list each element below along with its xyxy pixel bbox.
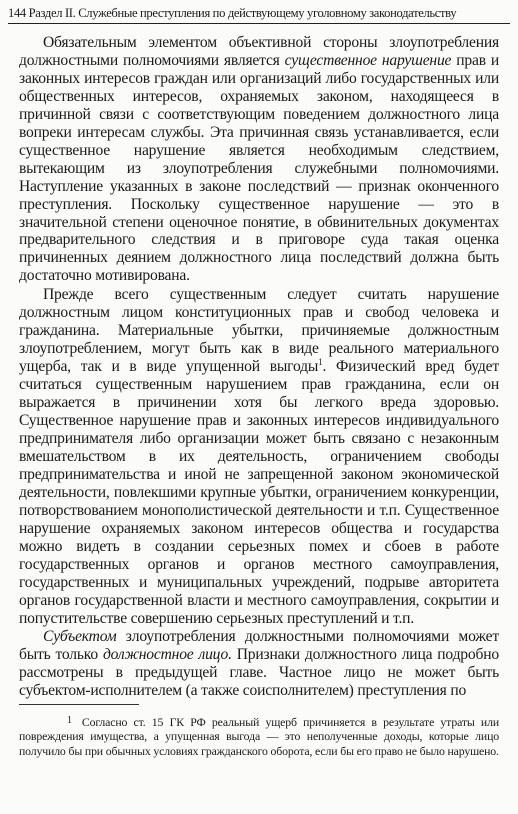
- footnote: [19, 714, 499, 758]
- p1-text-2: прав и законных интересов граждан или организаций либо государственных или общественных интересов, охраняемых законом, находящееся в причинной связи с соответствующим поведением должностного лица вопреки интересам службы. Эта причинная связь устанавливается, если существенное нарушение является необходимым следствием, вытекающим из злоупотребления служебными полномочиями. Наступление указанных в законе последствий — признак оконченного преступления. Поскольку существенное нарушение — это в значительной степени оценочное понятие, в обвинительных документах предварительного следствия и в приговоре суда такая оценка причиненных деянием должностного лица последствий должна быть достаточно мотивирована.: [19, 51, 500, 285]
- footnote-text: Согласно ст. 15 ГК РФ реальный ущерб причиняется в результате утраты или повреждения имущества, а упущенная выгода — это неполученные доходы, которые лицо получило бы при обычных условиях гражданского оборота, если бы его право не было нарушено.: [19, 715, 499, 758]
- running-head: 144 Раздел II. Служебные преступления по действующему уголовному законодательству: [8, 6, 457, 20]
- p1-text-1: Обязательным элементом объективной стороны злоупотребления должностными полномочиями является: [19, 34, 499, 69]
- p3-emphasis-1: Субъектом: [43, 628, 117, 646]
- paragraph-3: [19, 628, 499, 700]
- p1-emphasis: существенное нарушение: [284, 51, 452, 69]
- footnote-number: 1: [67, 715, 72, 726]
- header-rule: [8, 23, 510, 24]
- p3-emphasis-2: должностное лицо.: [102, 646, 232, 664]
- main-text: [19, 34, 499, 700]
- paragraph-1: [19, 34, 499, 285]
- p2-text-1: Прежде всего существенным следует считать нарушение должностным лицом конституционных прав и свобод человека и гражданина. Материальные убытки, причиняемые должностным злоупотреблением, могут быть как в виде реального материального ущерба, так и в виде упущенной выгоды: [19, 286, 499, 376]
- footnote-rule: [19, 704, 139, 705]
- footnote-reference: 1: [318, 357, 323, 368]
- p2-text-2: . Физический вред будет считаться существенным нарушением прав гражданина, если он выражается в причинении хотя бы легкого вреда здоровью. Существенное нарушение прав и законных интересов индивидуального предпринимателя либо организации может быть связано с незаконным вмешательством в их деятельность, ограничением свободы предпринимательства и иной не запрещенной законом экономической деятельности, повлекшими крупные убытки, ограничением конкуренции, потворствованием монополистической деятельности и т.п. Существенное нарушение охраняемых законом интересов общества и государства можно видеть в создании серьезных помех и сбоев в работе государственных органов и органов местного самоуправления, государственных и муниципальных учреждений, подрыве авторитета органов государственной власти и местного самоуправления, сокрытии и попустительстве совершению серьезных преступлений и т.п.: [19, 358, 499, 627]
- p3-text-1: злоупотребления должностными полномочиями может быть только: [19, 628, 499, 664]
- p3-text-2: Признаки должностного лица подробно рассмотрены в предыдущей главе. Частное лицо не может быть субъектом-исполнителем (а также соисполнителем) преступления по: [19, 646, 499, 700]
- paragraph-2: [19, 286, 499, 627]
